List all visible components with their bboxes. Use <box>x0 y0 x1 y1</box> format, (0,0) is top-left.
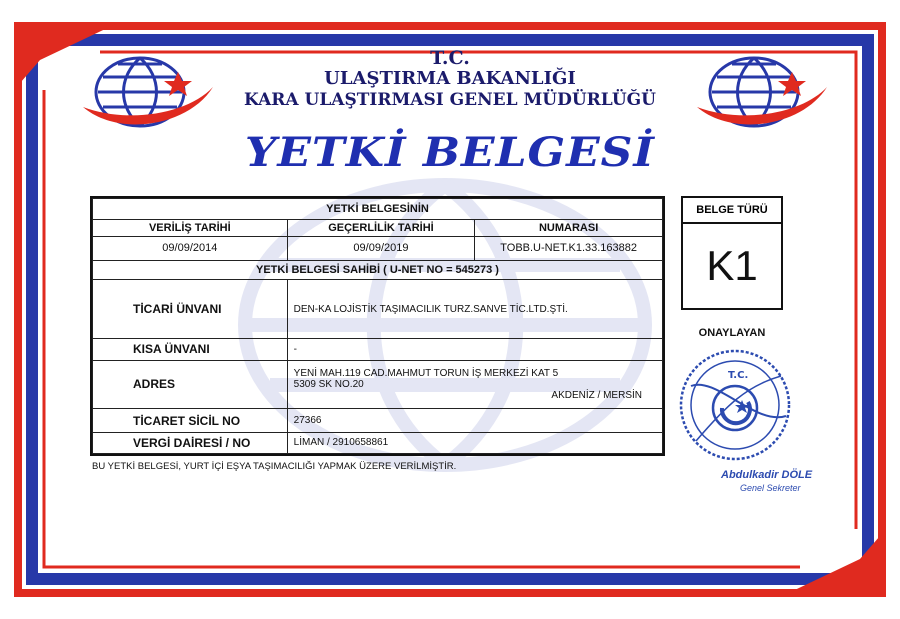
registry-value: 27366 <box>287 409 662 432</box>
address-line1: YENİ MAH.119 CAD.MAHMUT TORUN İŞ MERKEZİ KAT 5 <box>293 367 559 379</box>
certificate-table <box>92 198 663 454</box>
belge-turu-label: BELGE TÜRÜ <box>681 196 783 222</box>
issue-date: 09/09/2014 <box>93 237 288 260</box>
official-seal <box>676 346 794 464</box>
certificate-number: TOBB.U-NET.K1.33.163882 <box>475 237 663 260</box>
valid-date: 09/09/2019 <box>287 237 475 260</box>
short-name-label: KISA ÜNVANI <box>93 339 288 360</box>
col-number-header: NUMARASI <box>475 220 663 237</box>
address-label: ADRES <box>93 360 288 409</box>
signer-title: Genel Sekreter <box>740 483 801 493</box>
header-ministry: ULAŞTIRMA BAKANLIĞI <box>324 68 576 89</box>
address-line2: 5309 SK NO.20 <box>293 378 364 390</box>
approval-label: ONAYLAYAN <box>698 327 766 339</box>
short-name-value: - <box>287 339 662 360</box>
seal-text: T.C. <box>728 370 749 381</box>
header-directorate: KARA ULAŞTIRMASI GENEL MÜDÜRLÜĞÜ <box>243 90 657 110</box>
trade-name-label: TİCARİ ÜNVANI <box>93 279 288 339</box>
trade-name-value: DEN-KA LOJİSTİK TAŞIMACILIK TURZ.SANVE TİC.LTD.ŞTİ. <box>287 279 662 339</box>
col-issue-date-header: VERİLİŞ TARİHİ <box>93 220 288 237</box>
signer-name: Abdulkadir DÖLE <box>721 469 813 481</box>
address-value <box>287 360 662 409</box>
belge-turu-value: K1 <box>681 222 783 310</box>
holder-header: YETKİ BELGESİ SAHİBİ ( U-NET NO = 545273 ) <box>93 260 663 279</box>
tax-value: LİMAN / 2910658861 <box>287 432 662 453</box>
address-city: AKDENİZ / MERSİN <box>551 389 642 401</box>
section-header: YETKİ BELGESİNİN <box>93 199 663 220</box>
tax-label: VERGİ DAİRESİ / NO <box>93 432 288 453</box>
col-valid-date-header: GEÇERLİLİK TARİHİ <box>287 220 475 237</box>
registry-label: TİCARET SİCİL NO <box>93 409 288 432</box>
header-tc: T.C. <box>430 47 470 69</box>
document-title: YETKİ BELGESİ <box>245 129 655 176</box>
footer-note: BU YETKİ BELGESİ, YURT İÇİ EŞYA TAŞIMACILIĞI YAPMAK ÜZERE VERİLMİŞTİR. <box>92 461 457 472</box>
